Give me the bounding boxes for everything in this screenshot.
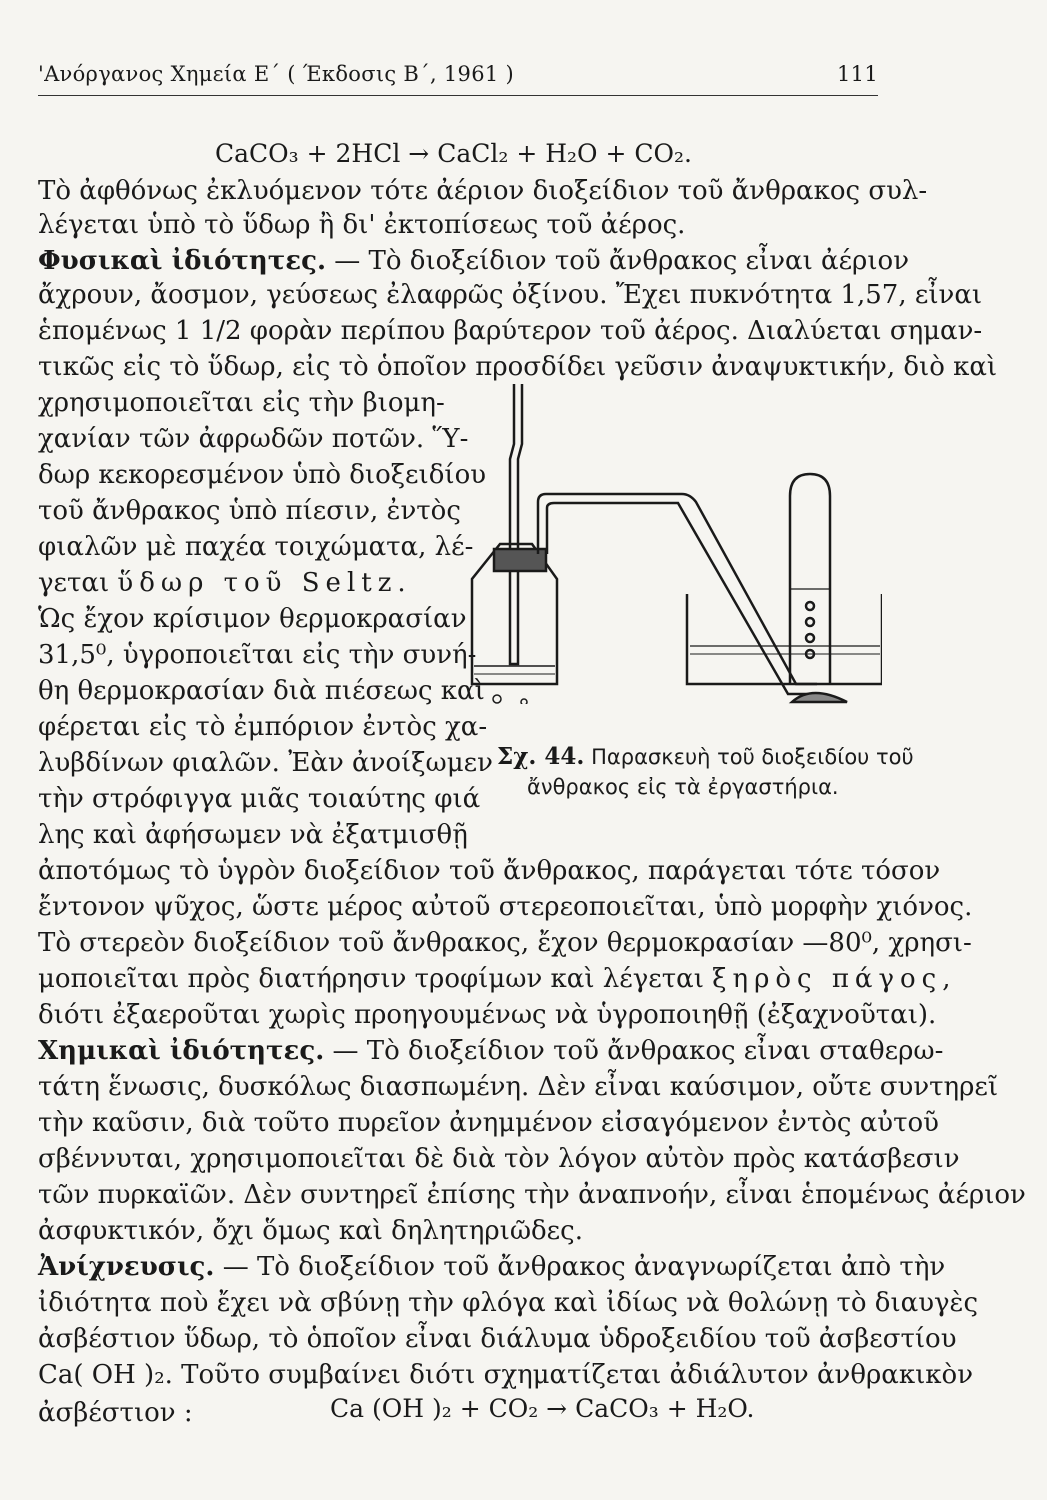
- detection-first-line: [38, 1250, 945, 1284]
- text-line: 31,5⁰, ὑγροποιεῖται εἰς τὴν συνή-: [38, 640, 477, 670]
- text-line: τάτη ἕνωσις, δυσκόλως διασπωμένη. Δὲν εἶναι καύσιμον, οὔτε συντηρεῖ: [38, 1072, 999, 1102]
- text-line: Τὸ στερεὸν διοξείδιον τοῦ ἄνθρακος, ἔχον θερμοκρασίαν —80⁰, χρησι-: [38, 928, 972, 958]
- text-line: ἔντονον ψῦχος, ὥστε μέρος αὐτοῦ στερεοποιεῖται, ὑπὸ μορφὴν χιόνος.: [38, 892, 973, 922]
- co2-apparatus-figure: [452, 384, 882, 704]
- text-span: γεται: [38, 568, 110, 598]
- text-line: φιαλῶν μὲ παχέα τοιχώματα, λέ-: [38, 532, 474, 562]
- text-span: — Τὸ διοξείδιον τοῦ ἄνθρακος εἶναι ἀέριον: [334, 246, 909, 276]
- caption-text: Παρασκευὴ τοῦ διοξειδίου τοῦ: [591, 745, 914, 769]
- text-line: τῶν πυρκαϊῶν. Δὲν συντηρεῖ ἐπίσης τὴν ἀναπνοήν, εἶναι ἑπομένως ἀέριον: [38, 1180, 1026, 1210]
- text-line: λης καὶ ἀφήσωμεν νὰ ἐξατμισθῇ: [38, 820, 468, 850]
- section-heading-detection: Ἀνίχνευσις.: [38, 1252, 215, 1282]
- term-seltz-water: ὕδωρ τοῦ Seltz.: [117, 568, 412, 598]
- text-line: ἰδιότητα ποὺ ἔχει νὰ σβύνῃ τὴν φλόγα καὶ ἰδίως νὰ θολώνῃ τὸ διαυγὲς: [38, 1288, 979, 1318]
- text-line: χρησιμοποιεῖται εἰς τὴν βιομη-: [38, 388, 445, 418]
- text-line: ἄχρουν, ἄοσμον, γεύσεως ἐλαφρῶς ὀξίνου. Ἔχει πυκνότητα 1,57, εἶναι: [38, 280, 983, 310]
- text-line: χανίαν τῶν ἀφρωδῶν ποτῶν. Ὕ-: [38, 424, 469, 454]
- text-span: μοποιεῖται πρὸς διατήρησιν τροφίμων καὶ λέγεται: [38, 964, 704, 994]
- text-line: λέγεται ὑπὸ τὸ ὕδωρ ἢ δι' ἐκτοπίσεως τοῦ ἀέρος.: [38, 210, 686, 240]
- text-line: δωρ κεκορεσμένον ὑπὸ διοξειδίου: [38, 460, 487, 490]
- gas-jar: [790, 474, 830, 684]
- text-line: τὴν καῦσιν, διὰ τοῦτο πυρεῖον ἀνημμένον εἰσαγόμενον ἐντὸς αὐτοῦ: [38, 1108, 939, 1138]
- text-line: λυβδίνων φιαλῶν. Ἐὰν ἀνοίξωμεν: [38, 748, 493, 778]
- header-title: 'Ανόργανος Χημεία Ε΄ ( Έκδοσις Β΄, 1961 ): [38, 62, 515, 86]
- figure-caption: [497, 742, 914, 802]
- text-line: φέρεται εἰς τὸ ἐμπόριον ἐντὸς χα-: [38, 712, 488, 742]
- text-line: τοῦ ἄνθρακος ὑπὸ πίεσιν, ἐντὸς: [38, 496, 461, 526]
- text-line: διότι ἐξαεροῦται χωρὶς προηγουμένως νὰ ὑγροποιηθῇ (ἐξαχνοῦται).: [38, 1000, 937, 1030]
- text-line: Ca( OH )₂. Τοῦτο συμβαίνει διότι σχηματίζεται ἀδιάλυτον ἀνθρακικὸν: [38, 1360, 974, 1390]
- text-line: σβέννυται, χρησιμοποιεῖται δὲ διὰ τὸν λόγον αὐτὸν πρὸς κατάσβεσιν: [38, 1144, 960, 1174]
- term-dry-ice: ξηρὸς πάγος,: [712, 964, 957, 994]
- text-line: Τὸ ἀφθόνως ἐκλυόμενον τότε ἀέριον διοξείδιον τοῦ ἄνθρακος συλ-: [38, 176, 928, 206]
- text-line: ἀσφυκτικόν, ὄχι ὅμως καὶ δηλητηριῶδες.: [38, 1216, 583, 1246]
- page-number: 111: [837, 62, 878, 86]
- text-line: θη θερμοκρασίαν διὰ πιέσεως καὶ: [38, 676, 485, 706]
- header-rule: [38, 95, 878, 96]
- seltz-line: [38, 566, 412, 600]
- text-line: Ὡς ἔχον κρίσιμον θερμοκρασίαν: [38, 604, 467, 634]
- equation-caco3: CaCO₃ + 2HCl → CaCl₂ + H₂O + CO₂.: [215, 139, 692, 168]
- text-line: ἀποτόμως τὸ ὑγρὸν διοξείδιον τοῦ ἄνθρακος, παράγεται τότε τόσον: [38, 856, 941, 886]
- text-span: — Τὸ διοξείδιον τοῦ ἄνθρακος εἶναι σταθερω-: [332, 1036, 944, 1066]
- text-span: — Τὸ διοξείδιον τοῦ ἄνθρακος ἀναγνωρίζεται ἀπὸ τὴν: [222, 1252, 946, 1282]
- section-heading-chemical: Χημικαὶ ἰδιότητες.: [38, 1036, 325, 1066]
- trough: [687, 594, 882, 684]
- figure-label: Σχ. 44.: [497, 743, 585, 770]
- text-line: ἀσβέστιον :: [38, 1398, 193, 1428]
- text-line: ἑπομένως 1 1/2 φορὰν περίπου βαρύτερον τοῦ ἀέρος. Διαλύεται σημαν-: [38, 316, 983, 346]
- caption-text: ἄνθρακος εἰς τὰ ἐργαστήρια.: [527, 775, 839, 799]
- text-line: τὴν στρόφιγγα μιᾶς τοιαύτης φιά: [38, 784, 481, 814]
- delivery-tube: [538, 494, 817, 684]
- text-line: ἀσβέστιον ὕδωρ, τὸ ὁποῖον εἶναι διάλυμα ὑδροξειδίου τοῦ ἀσβεστίου: [38, 1324, 957, 1354]
- dry-ice-line: [38, 962, 957, 996]
- chemical-first-line: [38, 1034, 943, 1068]
- section-heading-physical: Φυσικαὶ ἰδιότητες.: [38, 246, 326, 276]
- running-header: [38, 62, 878, 86]
- physical-first-line: [38, 244, 909, 278]
- text-line: τικῶς εἰς τὸ ὕδωρ, εἰς τὸ ὁποῖον προσδίδει γεῦσιν ἀναψυκτικήν, διὸ καὶ: [38, 352, 998, 382]
- equation-limewater: Ca (OH )₂ + CO₂ → CaCO₃ + H₂O.: [330, 1394, 755, 1423]
- thistle-funnel: [510, 384, 522, 664]
